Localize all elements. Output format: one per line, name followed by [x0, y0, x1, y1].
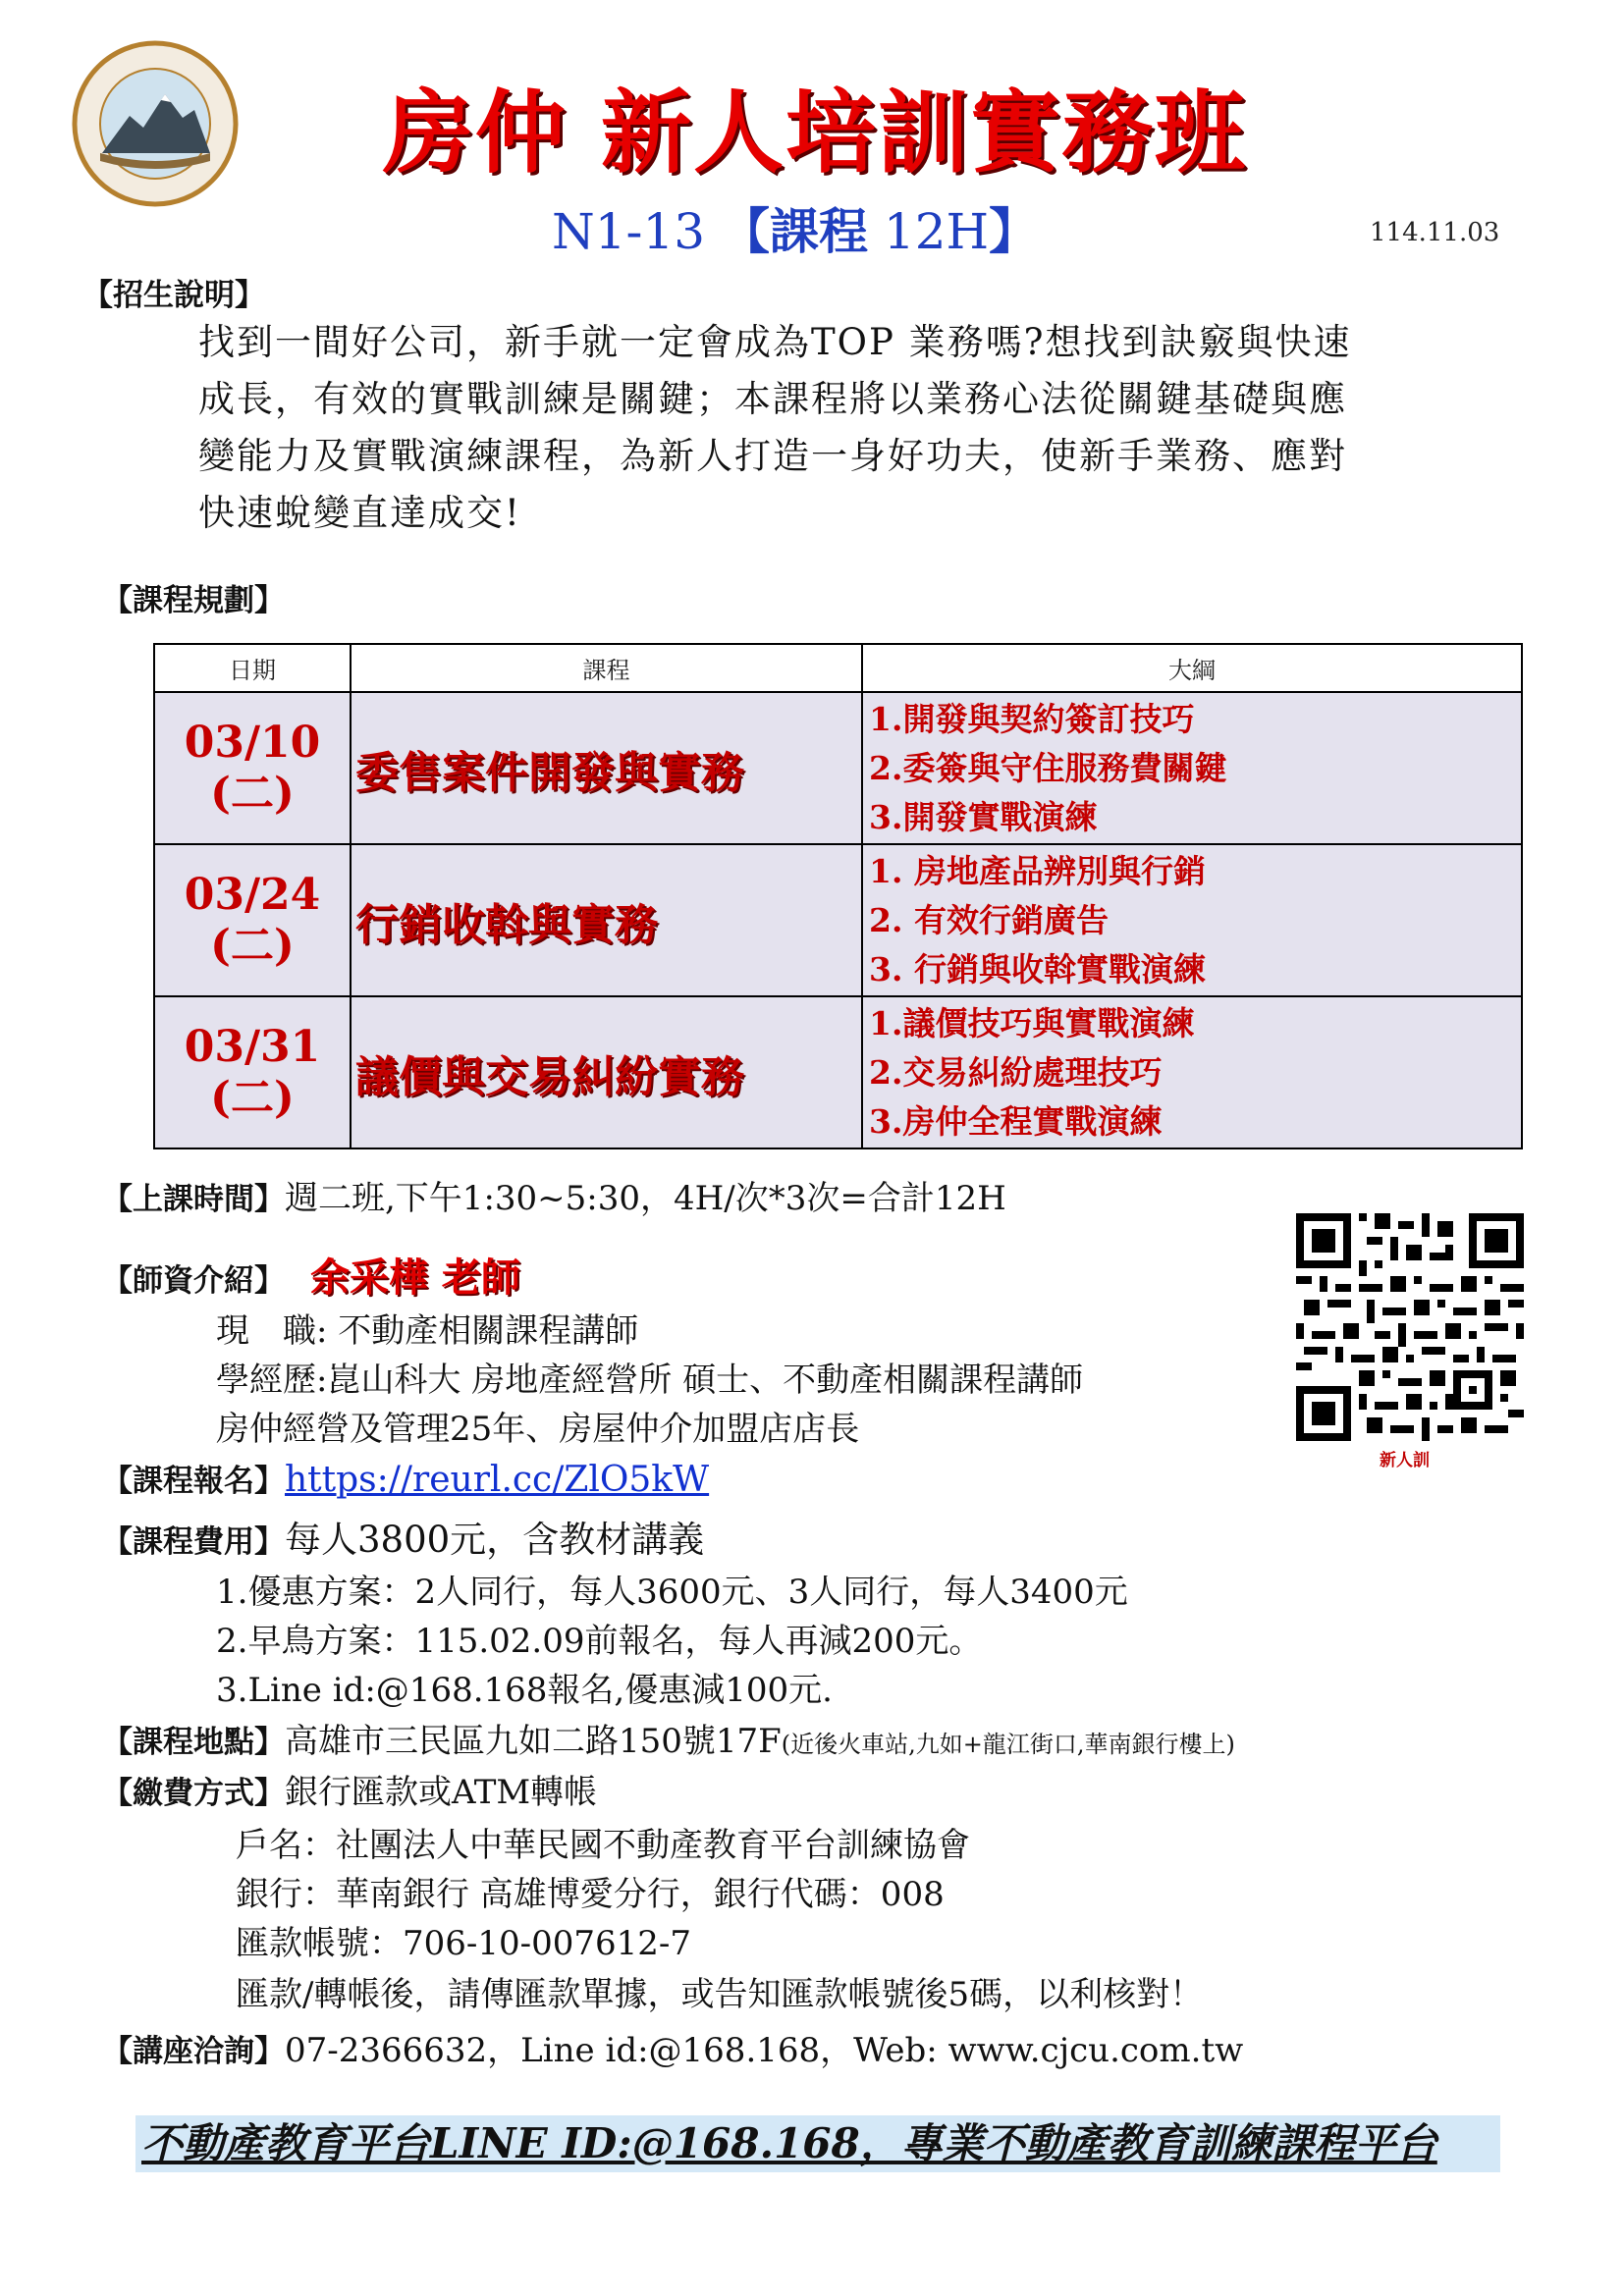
- enroll-line: 快速蛻變直達成交!: [198, 492, 521, 534]
- location-label: 【課程地點】: [102, 1725, 285, 1760]
- payment-label: 【繳費方式】: [102, 1776, 285, 1811]
- register-link[interactable]: https://reurl.cc/ZlO5kW: [285, 1460, 710, 1500]
- teacher-name: 余采樺 老師: [310, 1255, 520, 1301]
- payment-item: 匯款帳號：706-10-007612-7: [236, 1924, 692, 1963]
- contact-value: 07-2366632，Line id:@168.168，Web: www.cjcu.com.tw: [285, 2031, 1244, 2070]
- teacher-education: 學經歷:崑山科大 房地產經營所 碩士、不動產相關課程講師: [216, 1361, 1084, 1400]
- session-date: 03/24 (二): [154, 844, 351, 996]
- session-outline: 1. 房地產品辨別與行銷 2. 有效行銷廣告 3. 行銷與收斡實戰演練: [862, 844, 1522, 996]
- session-outline: 1.開發與契約簽訂技巧 2.委簽與守住服務費關鍵 3.開發實戰演練: [862, 692, 1522, 844]
- teacher-section: [102, 1247, 520, 1303]
- class-time-value: 週二班,下午1:30~5:30，4H/次*3次=合計12H: [285, 1179, 1006, 1218]
- session-course: 委售案件開發與實務: [351, 692, 862, 844]
- fee-value: 每人3800元，含教材講義: [285, 1519, 705, 1561]
- register-label: 【課程報名】: [102, 1464, 285, 1499]
- session-date: 03/10 (二): [154, 692, 351, 844]
- enroll-heading: 【招生說明】: [82, 278, 265, 313]
- contact-label: 【講座洽詢】: [102, 2034, 285, 2069]
- enroll-line: 變能力及實戰演練課程，為新人打造一身好功夫，使新手業務、應對: [198, 435, 1347, 477]
- fee-item: 2.早鳥方案：115.02.09前報名，每人再減200元。: [216, 1622, 983, 1661]
- payment-item: 戶名：社團法人中華民國不動產教育平台訓練協會: [236, 1826, 970, 1865]
- teacher-label: 【師資介紹】: [102, 1263, 285, 1299]
- location-value: 高雄市三民區九如二路150號17F: [285, 1722, 782, 1761]
- fee-item: 1.優惠方案：2人同行，每人3600元、3人同行，每人3400元: [216, 1573, 1128, 1612]
- location-section: [102, 1714, 1235, 1762]
- footer-text: 不動產教育平台LINE ID:@168.168，專業不動產教育訓練課程平台: [141, 2119, 1437, 2167]
- location-note: (近後火車站,九如+龍江街口,華南銀行樓上): [781, 1731, 1235, 1758]
- payment-value: 銀行匯款或ATM轉帳: [285, 1773, 598, 1812]
- header-course: 課程: [351, 644, 862, 692]
- issue-date: 114.11.03: [1370, 218, 1500, 247]
- register-section: [102, 1456, 709, 1500]
- schedule-table: [153, 643, 1523, 1149]
- schedule-header-row: [154, 644, 1522, 692]
- enroll-description: [198, 314, 1519, 542]
- session-date: 03/31 (二): [154, 996, 351, 1148]
- schedule-row: [154, 996, 1522, 1148]
- contact-section: [102, 2023, 1243, 2071]
- page-title: 房仲 新人培訓實務班: [383, 80, 1248, 186]
- schedule-row: [154, 692, 1522, 844]
- header-date: 日期: [154, 644, 351, 692]
- payment-section: [102, 1765, 597, 1813]
- qr-code[interactable]: [1296, 1213, 1524, 1441]
- teacher-current: 現 職: 不動產相關課程講師: [216, 1311, 639, 1351]
- footer-banner: [135, 2115, 1500, 2172]
- enroll-line: 找到一間好公司，新手就一定會成為TOP 業務嗎?想找到訣竅與快速: [198, 321, 1352, 363]
- course-subtitle: N1-13 【課程 12H】: [552, 203, 1039, 260]
- teacher-experience: 房仲經營及管理25年、房屋仲介加盟店店長: [216, 1410, 860, 1449]
- fee-label: 【課程費用】: [102, 1524, 285, 1560]
- payment-item: 銀行：華南銀行 高雄博愛分行，銀行代碼：008: [236, 1875, 945, 1914]
- enroll-line: 成長，有效的實戰訓練是關鍵；本課程將以業務心法從關鍵基礎與應: [198, 378, 1347, 420]
- fee-section: [102, 1510, 704, 1563]
- platform-logo: [71, 39, 240, 208]
- class-time-label: 【上課時間】: [102, 1182, 285, 1217]
- fee-item: 3.Line id:@168.168報名,優惠減100元.: [216, 1671, 833, 1710]
- session-course: 行銷收斡與實務: [351, 844, 862, 996]
- qr-label: 新人訓: [1380, 1451, 1430, 1470]
- session-course: 議價與交易糾紛實務: [351, 996, 862, 1148]
- header-outline: 大綱: [862, 644, 1522, 692]
- schedule-row: [154, 844, 1522, 996]
- class-time: [102, 1171, 1006, 1219]
- session-outline: 1.議價技巧與實戰演練 2.交易糾紛處理技巧 3.房仲全程實戰演練: [862, 996, 1522, 1148]
- plan-heading: 【課程規劃】: [102, 583, 285, 618]
- payment-item: 匯款/轉帳後，請傳匯款單據，或告知匯款帳號後5碼，以利核對！: [236, 1975, 1204, 2014]
